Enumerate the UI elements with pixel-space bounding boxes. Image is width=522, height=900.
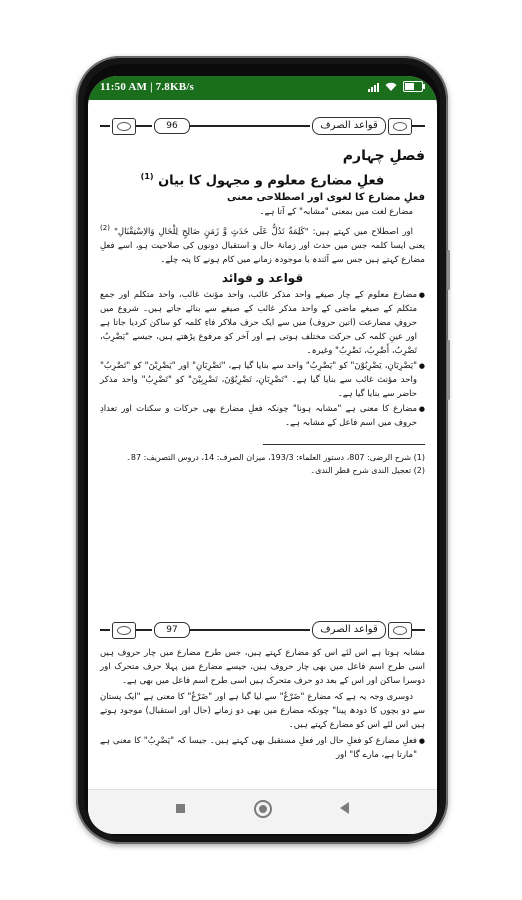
- list-item: ● مضارع کا معنی ہے "مشابہ ہونا" چونکہ فعلِ مضارع بھی حرکات و سکنات اور تعدادِ حروف میں اسم فاعل کے مشابہ ہے۔: [100, 402, 425, 430]
- page-number: 96: [154, 118, 190, 134]
- footnote: (2) تعجيل الندى شرح قطر الندى۔: [310, 466, 425, 476]
- ornament-icon: [388, 118, 412, 135]
- status-icons: [368, 81, 423, 92]
- ornament-icon: [112, 622, 136, 639]
- list-item: ● فعلِ مضارع کو فعلِ حال اور فعلِ مستقبل بھی کہتے ہیں۔ جیسا کہ "يَضْرِبُ" کا معنی ہے "مارتا ہے، مارے گا" اور: [100, 734, 425, 762]
- page-number: 97: [154, 622, 190, 638]
- running-title: قواعد الصرف: [312, 621, 386, 639]
- list-item: ● "يَضْرِبَانِ، يَضْرِبُوْنَ" کو "يَضْرِبُ" واحد سے بنایا گیا ہے، "تَضْرِبَانِ" اور "يَضْرِبْنَ" کو "تَضْرِبُ" واحد مؤنث غائب سے بنایا گیا ہے۔ "تَضْرِبَانِ، تَضْرِبُوْنَ، تَضْرِبِيْنَ" کو "تَضْرِبُ" واحد مذکر حاضر سے بنایا گیا ہے۔: [100, 359, 425, 401]
- battery-fill: [405, 83, 414, 90]
- battery-icon: [403, 81, 423, 92]
- signal-icon: [368, 82, 379, 92]
- ornament-icon: [112, 118, 136, 135]
- book-page-97[interactable]: [100, 620, 425, 763]
- paragraph-istilah: [100, 221, 425, 267]
- paragraph-lughat: مضارع لغت میں بمعنی "مشابہ" کے آتا ہے۔: [259, 207, 413, 218]
- wifi-icon: [385, 82, 397, 92]
- volume-button: [447, 250, 450, 290]
- home-button[interactable]: [254, 800, 272, 818]
- footnote-marker: (1): [140, 172, 154, 181]
- navigation-bar: [88, 789, 437, 834]
- chapter-title: فصلِ چہارم: [342, 148, 425, 164]
- status-bar: [88, 76, 437, 100]
- ornament-icon: [388, 622, 412, 639]
- back-button[interactable]: [340, 802, 349, 814]
- running-title: قواعد الصرف: [312, 117, 386, 135]
- paragraph: مشابہ ہوتا ہے اس لئے اس کو مضارع کہتے ہیں، جس طرح مضارع میں چار حروف ہیں اسی طرح اسم فاعل میں بھی چار حروف ہیں، جیسے مضارع میں پہلا حرف متحرک اور دوسرا ساکن اور اس کے بعد دو حرف متحرک ہیں اسی طرح اسم فاعل میں بھی ہے۔: [100, 648, 425, 686]
- status-time-speed: 11:50 AM | 7.8KB/s: [100, 81, 195, 93]
- footnote-marker: (2): [100, 223, 111, 233]
- page-header: [100, 116, 425, 136]
- page-header: [100, 620, 425, 640]
- battery-nub: [423, 84, 425, 89]
- footnote-divider: [263, 444, 426, 445]
- footnote: (1) شرح الرضی: 807، دستور العلماء: 193/3، میزان الصرف: 14، دروس التصریف: 87۔: [126, 453, 425, 463]
- subheading: فعلِ مضارع کا لغوی اور اصطلاحی معنی: [227, 192, 425, 204]
- recent-apps-button[interactable]: [176, 804, 185, 813]
- phone-screen: [88, 76, 437, 834]
- list-item: ● مضارع معلوم کے چار صیغے واحد مذکر غائب، واحد مؤنث غائب، واحد متکلم اور جمع متکلم کے صیغے ماضی کے واحد مذکر غائب کے صیغے سے بنائے جاتے ہیں۔ شروع میں حروفِ مضارعت (اتین حروف) میں سے ایک حرف ملاکر فاءِ کلمہ کو ساکن کردیا جاتا ہے اور عینِ کلمہ کی حرکت مختلف ہوتی ہے اور آخر کو مرفوع پڑھتے ہیں، جیسے "يَضْرِبُ، تَضْرِبُ، أَضْرِبُ، نَضْرِبُ" وغیرہ۔: [100, 288, 425, 358]
- rules-heading: قواعد و فوائد: [221, 271, 304, 286]
- arabic-definition: "كَلِمَةٌ تَدُلُّ عَلَى حَدَثٍ وَّ زَمَنٍ صَالِحٍ لِلْحَالِ وَالاِسْتِقْبَالِ": [113, 227, 309, 238]
- section-title: [100, 172, 425, 188]
- istilah-end: یعنی ایسا کلمہ جس میں حدث اور زمانۂ حال و استقبال دونوں کی صلاحیت ہو، اسے فعلِ مضارع کہتے ہیں جس سے آئندہ یا موجودہ زمانے میں کام ہونے کا پتہ چلے۔: [100, 241, 425, 266]
- istilah-lead: اور اصطلاح میں کہتے ہیں:: [312, 227, 414, 238]
- section-title-text: فعلِ مضارع معلوم و مجہول کا بیان: [158, 173, 385, 189]
- book-page-96[interactable]: [100, 116, 425, 477]
- paragraph: دوسری وجہ یہ ہے کہ مضارع "ضَرْعٌ" سے لیا گیا ہے اور "ضَرْعٌ" کا معنی ہے "ایک پستان سے دو بچوں کا دودھ پینا" چونکہ مضارع میں بھی دو زمانے (حال اور استقبال) موجود ہوتے ہیں اس لئے اس کو مضارع کہتے ہیں۔: [100, 692, 425, 730]
- power-button: [447, 340, 450, 400]
